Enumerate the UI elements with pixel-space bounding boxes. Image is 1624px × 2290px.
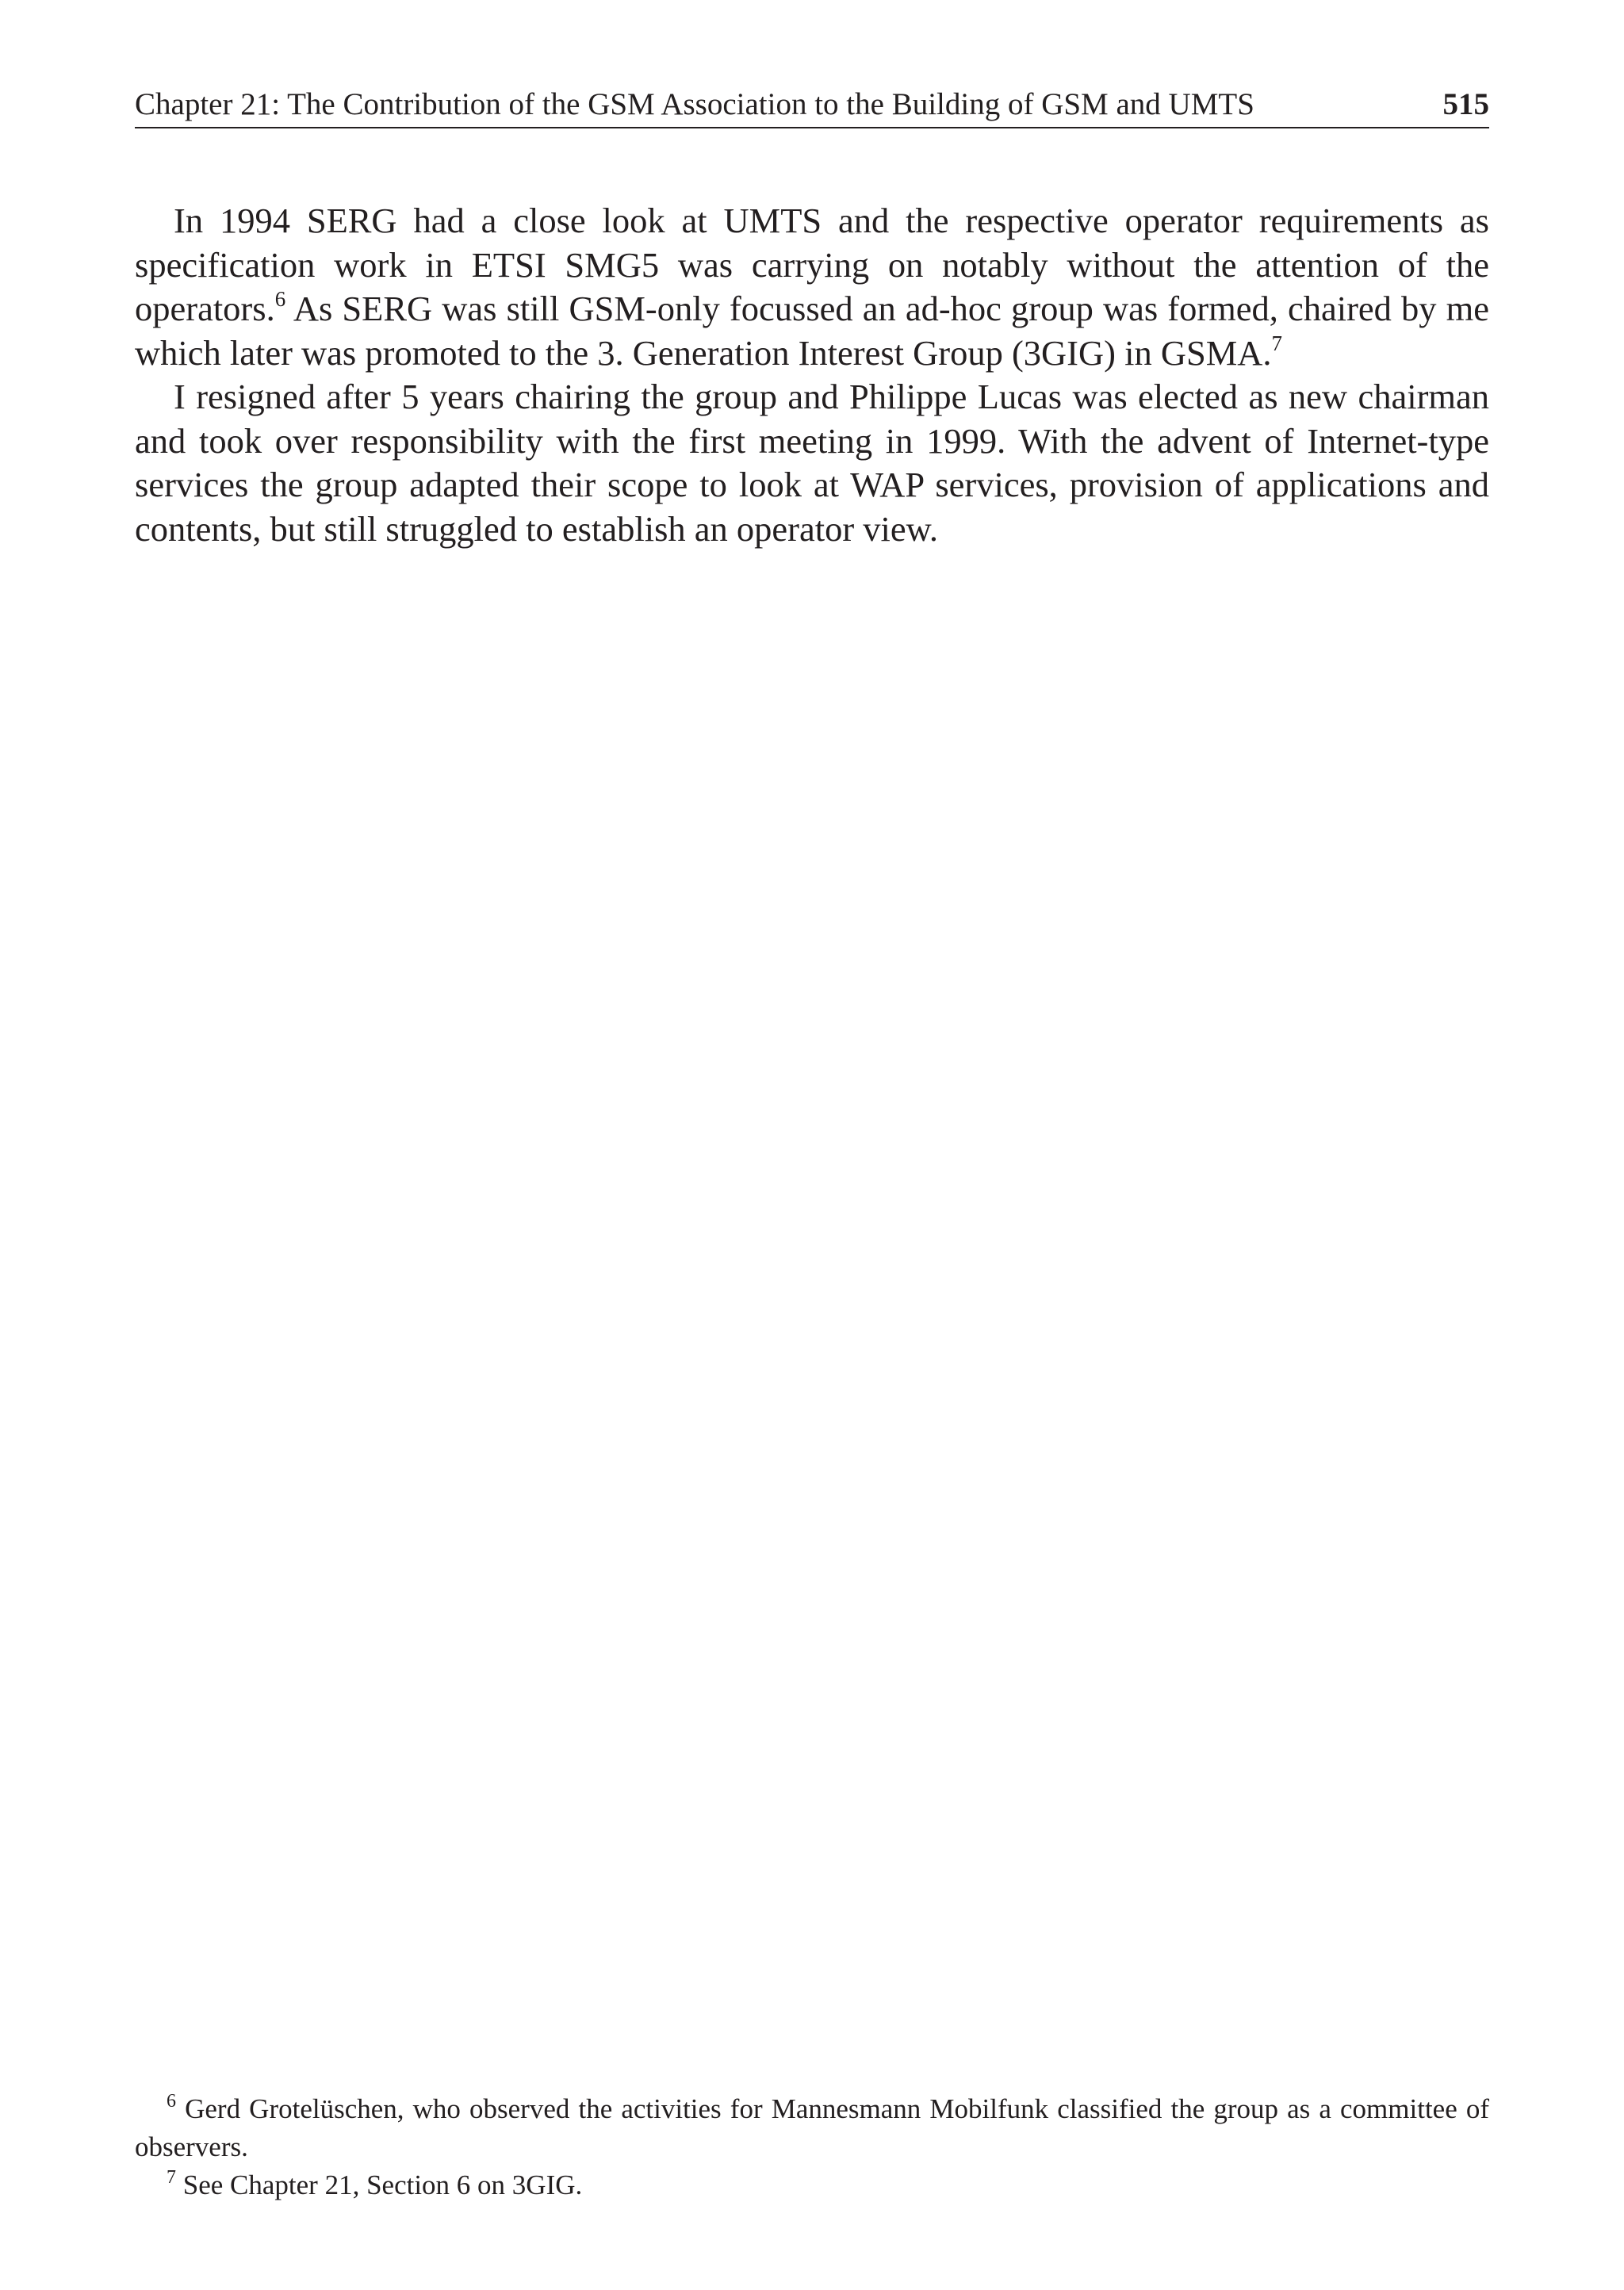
running-head-title: Chapter 21: The Contribution of the GSM Association to the Building of GSM and UMTS: [135, 87, 1254, 121]
paragraph-1: [135, 199, 1489, 375]
footnote-7-text: See Chapter 21, Section 6 on 3GIG.: [176, 2169, 583, 2200]
footnote-6: [135, 2090, 1489, 2166]
paragraph-2: I resigned after 5 years chairing the group and Philippe Lucas was elected as new chairman and took over responsibility with the first meeting in 1999. With the advent of Internet-type services the group adapted their scope to look at WAP services, provision of applications and contents, but still struggled to establish an operator view.: [135, 377, 1489, 549]
footnote-ref-6[interactable]: 6: [274, 287, 286, 311]
footnote-6-text: Gerd Grotelüschen, who observed the activities for Mannesmann Mobilfunk classified the group as a committee of observers.: [135, 2093, 1489, 2162]
page-number: 515: [1442, 87, 1489, 121]
footnote-marker-6: 6: [167, 2091, 176, 2112]
running-header: [135, 81, 1489, 128]
footnotes: [135, 2090, 1489, 2204]
body-text: [135, 199, 1489, 551]
footnote-7: [135, 2166, 1489, 2204]
paragraph-1-text-b: As SERG was still GSM-only focussed an ad-hoc group was formed, chaired by me which later was promoted to the 3. Generation Interest Group (3GIG) in GSMA.: [135, 289, 1489, 373]
paragraph-1-text-a: In 1994 SERG had a close look at UMTS and the respective operator requirements as specification work in ETSI SMG5 was carrying on notably without the attention of the operators.: [135, 201, 1489, 328]
footnote-ref-7[interactable]: 7: [1271, 331, 1283, 355]
footnote-marker-7: 7: [167, 2167, 176, 2188]
